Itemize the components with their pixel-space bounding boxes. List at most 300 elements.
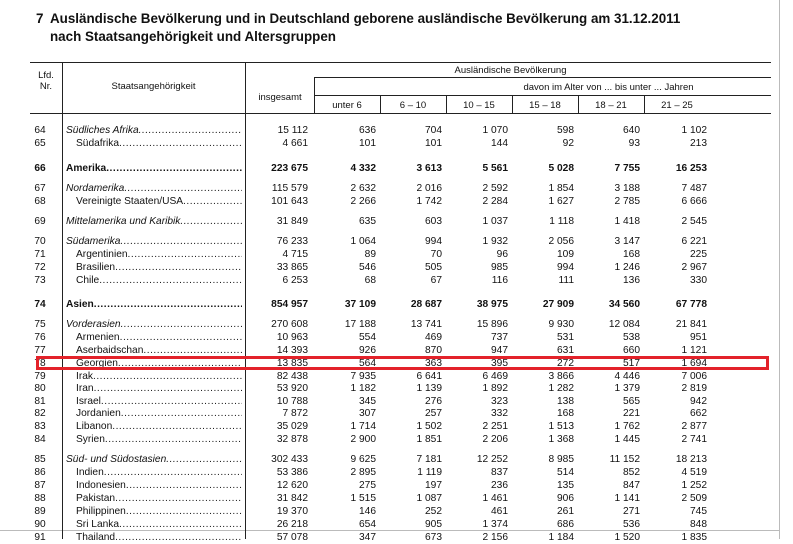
row-value: 116 bbox=[491, 275, 508, 286]
row-value: 1 892 bbox=[482, 383, 508, 394]
row-value: 275 bbox=[359, 480, 376, 491]
row-value: 5 561 bbox=[482, 163, 508, 174]
table-row bbox=[0, 196, 779, 208]
header-age-3: 15 – 18 bbox=[529, 100, 561, 111]
row-value: 2 251 bbox=[482, 421, 508, 432]
row-value: 15 112 bbox=[277, 125, 308, 136]
row-value: 236 bbox=[491, 480, 508, 491]
row-number: 75 bbox=[34, 319, 46, 330]
row-value: 2 895 bbox=[350, 467, 376, 478]
row-value: 33 865 bbox=[276, 262, 308, 273]
row-number: 88 bbox=[34, 493, 46, 504]
row-value: 330 bbox=[690, 275, 707, 286]
header-age-1: 6 – 10 bbox=[399, 100, 427, 111]
table-row bbox=[0, 396, 779, 408]
row-label: Irak ..... bbox=[76, 371, 242, 383]
row-value: 847 bbox=[623, 480, 640, 491]
row-value: 598 bbox=[557, 125, 574, 136]
row-value: 272 bbox=[557, 358, 574, 369]
row-value: 2 509 bbox=[681, 493, 707, 504]
row-value: 461 bbox=[491, 506, 508, 517]
row-label: Indien ..... bbox=[76, 467, 242, 479]
row-value: 31 849 bbox=[276, 216, 308, 227]
row-value: 67 bbox=[430, 275, 442, 286]
header-age-4: 18 – 21 bbox=[595, 100, 627, 111]
row-value: 34 560 bbox=[608, 299, 640, 310]
row-value: 6 469 bbox=[482, 371, 508, 382]
row-value: 514 bbox=[557, 467, 574, 478]
row-value: 12 084 bbox=[608, 319, 640, 330]
row-value: 4 446 bbox=[614, 371, 640, 382]
table-row bbox=[0, 249, 779, 261]
title-line-2: nach Staatsangehörigkeit und Altersgruppen bbox=[50, 29, 336, 44]
row-value: 10 963 bbox=[276, 332, 308, 343]
row-value: 13 835 bbox=[276, 358, 308, 369]
row-label: Chile ..... bbox=[76, 275, 242, 287]
header-age-0: unter 6 bbox=[332, 100, 362, 111]
row-value: 6 641 bbox=[416, 371, 442, 382]
row-value: 37 109 bbox=[344, 299, 376, 310]
row-value: 7 872 bbox=[282, 408, 308, 419]
row-value: 2 016 bbox=[416, 183, 442, 194]
row-value: 345 bbox=[359, 396, 376, 407]
row-value: 2 266 bbox=[350, 196, 376, 207]
row-label: Brasilien ..... bbox=[76, 262, 242, 274]
row-value: 1 627 bbox=[548, 196, 574, 207]
row-value: 662 bbox=[690, 408, 707, 419]
row-value: 2 785 bbox=[614, 196, 640, 207]
row-value: 4 519 bbox=[681, 467, 707, 478]
row-value: 636 bbox=[359, 125, 376, 136]
row-value: 517 bbox=[623, 358, 640, 369]
row-number: 78 bbox=[34, 358, 46, 369]
row-value: 136 bbox=[623, 275, 640, 286]
row-value: 144 bbox=[491, 138, 508, 149]
row-number: 77 bbox=[34, 345, 46, 356]
row-value: 252 bbox=[425, 506, 442, 517]
row-number: 68 bbox=[34, 196, 46, 207]
header-lfd bbox=[30, 70, 62, 92]
row-value: 2 056 bbox=[548, 236, 574, 247]
row-value: 1 379 bbox=[614, 383, 640, 394]
row-value: 631 bbox=[557, 345, 574, 356]
table-row bbox=[0, 467, 779, 479]
row-value: 115 579 bbox=[271, 183, 308, 194]
row-value: 6 221 bbox=[681, 236, 707, 247]
row-value: 2 545 bbox=[681, 216, 707, 227]
row-value: 837 bbox=[491, 467, 508, 478]
row-number: 72 bbox=[34, 262, 46, 273]
row-number: 71 bbox=[34, 249, 46, 260]
row-label: Amerika ..... bbox=[66, 163, 242, 175]
row-value: 82 438 bbox=[276, 371, 308, 382]
row-value: 6 253 bbox=[282, 275, 308, 286]
row-value: 89 bbox=[364, 249, 376, 260]
row-value: 168 bbox=[623, 249, 640, 260]
row-value: 93 bbox=[628, 138, 640, 149]
row-value: 7 935 bbox=[350, 371, 376, 382]
row-value: 76 233 bbox=[276, 236, 308, 247]
row-label: Sri Lanka ..... bbox=[76, 519, 242, 531]
row-value: 947 bbox=[491, 345, 508, 356]
row-number: 70 bbox=[34, 236, 46, 247]
row-value: 101 bbox=[425, 138, 442, 149]
row-value: 111 bbox=[558, 275, 574, 286]
row-value: 35 029 bbox=[276, 421, 308, 432]
row-value: 1 502 bbox=[416, 421, 442, 432]
row-value: 854 957 bbox=[271, 299, 308, 310]
row-value: 14 393 bbox=[276, 345, 308, 356]
row-value: 852 bbox=[623, 467, 640, 478]
row-label: Nordamerika ..... bbox=[66, 183, 242, 195]
row-label: Süd- und Südostasien ..... bbox=[66, 454, 242, 466]
row-number: 83 bbox=[34, 421, 46, 432]
row-value: 307 bbox=[359, 408, 376, 419]
row-value: 96 bbox=[496, 249, 508, 260]
row-value: 1 246 bbox=[614, 262, 640, 273]
row-number: 67 bbox=[34, 183, 46, 194]
row-value: 1 037 bbox=[482, 216, 508, 227]
row-value: 1 513 bbox=[548, 421, 574, 432]
row-number: 82 bbox=[34, 408, 46, 419]
row-value: 603 bbox=[425, 216, 442, 227]
table-row bbox=[0, 519, 779, 531]
row-label: Iran ..... bbox=[76, 383, 242, 395]
table-row bbox=[0, 493, 779, 505]
header-top-rule bbox=[30, 62, 771, 63]
row-value: 546 bbox=[359, 262, 376, 273]
row-value: 1 694 bbox=[681, 358, 707, 369]
row-value: 8 985 bbox=[548, 454, 574, 465]
row-label: Südamerika ..... bbox=[66, 236, 242, 248]
row-label: Jordanien ..... bbox=[76, 408, 242, 420]
row-value: 225 bbox=[690, 249, 707, 260]
row-value: 926 bbox=[359, 345, 376, 356]
row-highlight-box bbox=[36, 356, 769, 370]
row-number: 69 bbox=[34, 216, 46, 227]
row-value: 17 188 bbox=[344, 319, 376, 330]
table-row bbox=[0, 262, 779, 274]
row-value: 31 842 bbox=[276, 493, 308, 504]
row-number: 66 bbox=[34, 163, 46, 174]
row-value: 704 bbox=[425, 125, 442, 136]
row-value: 395 bbox=[491, 358, 508, 369]
header-sub-rule bbox=[314, 77, 771, 78]
table-row bbox=[0, 299, 779, 311]
row-value: 1 520 bbox=[614, 532, 640, 543]
row-value: 2 877 bbox=[681, 421, 707, 432]
row-value: 257 bbox=[425, 408, 442, 419]
row-value: 1 184 bbox=[548, 532, 574, 543]
row-value: 9 930 bbox=[548, 319, 574, 330]
header-lfd-line-2: Nr. bbox=[39, 81, 53, 92]
row-value: 4 715 bbox=[282, 249, 308, 260]
table-title bbox=[36, 10, 680, 46]
row-value: 660 bbox=[623, 345, 640, 356]
row-number: 89 bbox=[34, 506, 46, 517]
row-label: Philippinen ..... bbox=[76, 506, 242, 518]
row-number: 73 bbox=[34, 275, 46, 286]
table-row bbox=[0, 138, 779, 150]
row-value: 3 188 bbox=[614, 183, 640, 194]
table-number: 7 bbox=[36, 11, 44, 26]
table-row bbox=[0, 332, 779, 344]
row-value: 11 152 bbox=[609, 454, 640, 465]
table-row bbox=[0, 506, 779, 518]
row-value: 138 bbox=[557, 396, 574, 407]
row-value: 1 252 bbox=[681, 480, 707, 491]
row-value: 28 687 bbox=[410, 299, 442, 310]
row-value: 1 070 bbox=[482, 125, 508, 136]
row-value: 323 bbox=[491, 396, 508, 407]
row-number: 86 bbox=[34, 467, 46, 478]
row-label: Aserbaidschan ..... bbox=[76, 345, 242, 357]
row-value: 67 778 bbox=[675, 299, 707, 310]
row-label: Vereinigte Staaten/USA ..... bbox=[76, 196, 242, 208]
row-number: 79 bbox=[34, 371, 46, 382]
row-value: 2 284 bbox=[482, 196, 508, 207]
row-value: 951 bbox=[690, 332, 707, 343]
row-value: 213 bbox=[690, 138, 707, 149]
row-value: 942 bbox=[690, 396, 707, 407]
row-value: 2 819 bbox=[681, 383, 707, 394]
row-number: 84 bbox=[34, 434, 46, 445]
table-row bbox=[0, 183, 779, 195]
row-value: 2 900 bbox=[350, 434, 376, 445]
row-value: 53 920 bbox=[276, 383, 308, 394]
row-value: 7 181 bbox=[416, 454, 442, 465]
row-value: 38 975 bbox=[476, 299, 508, 310]
row-value: 4 661 bbox=[282, 138, 308, 149]
row-value: 32 878 bbox=[276, 434, 308, 445]
row-number: 64 bbox=[34, 125, 46, 136]
title-line-1: Ausländische Bevölkerung und in Deutschland geborene ausländische Bevölkerung am 31.12.2011 bbox=[50, 11, 681, 26]
header-staatsangehoerigkeit: Staatsangehörigkeit bbox=[111, 81, 196, 92]
row-value: 469 bbox=[425, 332, 442, 343]
table-row bbox=[0, 163, 779, 175]
row-value: 848 bbox=[690, 519, 707, 530]
header-auslaendische-bevoelkerung: Ausländische Bevölkerung bbox=[454, 65, 567, 76]
table-row bbox=[0, 434, 779, 446]
row-value: 1 282 bbox=[548, 383, 574, 394]
row-value: 332 bbox=[491, 408, 508, 419]
row-value: 505 bbox=[425, 262, 442, 273]
row-value: 7 006 bbox=[681, 371, 707, 382]
table-row bbox=[0, 236, 779, 248]
row-value: 640 bbox=[623, 125, 640, 136]
header-age-5: 21 – 25 bbox=[661, 100, 693, 111]
row-value: 1 119 bbox=[417, 467, 442, 478]
row-value: 1 762 bbox=[614, 421, 640, 432]
header-bottom-rule bbox=[30, 113, 771, 114]
row-value: 3 866 bbox=[548, 371, 574, 382]
table-row bbox=[0, 216, 779, 228]
row-label: Syrien ..... bbox=[76, 434, 242, 446]
age-header-rule bbox=[314, 95, 771, 96]
row-number: 85 bbox=[34, 454, 46, 465]
row-number: 74 bbox=[34, 299, 46, 310]
row-value: 994 bbox=[557, 262, 574, 273]
row-value: 109 bbox=[557, 249, 574, 260]
row-value: 221 bbox=[623, 408, 640, 419]
row-value: 1 102 bbox=[681, 125, 707, 136]
row-value: 16 253 bbox=[675, 163, 707, 174]
table-row bbox=[0, 125, 779, 137]
row-label: Vorderasien ..... bbox=[66, 319, 242, 331]
row-label: Armenien ..... bbox=[76, 332, 242, 344]
row-number: 81 bbox=[34, 396, 46, 407]
row-label: Mittelamerika und Karibik ..... bbox=[66, 216, 242, 228]
frame-right-edge bbox=[779, 0, 780, 539]
row-value: 223 675 bbox=[271, 163, 308, 174]
row-value: 1 854 bbox=[548, 183, 574, 194]
row-value: 1 932 bbox=[482, 236, 508, 247]
row-number: 91 bbox=[34, 532, 46, 543]
row-value: 347 bbox=[359, 532, 376, 543]
row-value: 635 bbox=[359, 216, 376, 227]
row-value: 1 118 bbox=[549, 216, 574, 227]
row-value: 5 028 bbox=[548, 163, 574, 174]
row-value: 363 bbox=[425, 358, 442, 369]
row-label: Argentinien ..... bbox=[76, 249, 242, 261]
row-value: 673 bbox=[425, 532, 442, 543]
table-row bbox=[0, 371, 779, 383]
header-insgesamt: insgesamt bbox=[258, 92, 302, 103]
row-value: 536 bbox=[623, 519, 640, 530]
row-value: 554 bbox=[359, 332, 376, 343]
row-value: 68 bbox=[364, 275, 376, 286]
row-value: 1 087 bbox=[416, 493, 442, 504]
row-value: 985 bbox=[491, 262, 508, 273]
row-value: 261 bbox=[557, 506, 574, 517]
row-value: 276 bbox=[425, 396, 442, 407]
row-value: 870 bbox=[425, 345, 442, 356]
table-row bbox=[0, 383, 779, 395]
row-value: 197 bbox=[425, 480, 442, 491]
row-value: 302 433 bbox=[271, 454, 308, 465]
row-value: 906 bbox=[557, 493, 574, 504]
row-value: 1 742 bbox=[416, 196, 442, 207]
row-number: 87 bbox=[34, 480, 46, 491]
row-value: 1 368 bbox=[548, 434, 574, 445]
row-value: 6 666 bbox=[681, 196, 707, 207]
row-label: Asien ..... bbox=[66, 299, 242, 311]
table-row bbox=[0, 532, 779, 544]
header-age-2: 10 – 15 bbox=[463, 100, 495, 111]
row-value: 1 374 bbox=[482, 519, 508, 530]
table-row bbox=[0, 421, 779, 433]
row-number: 65 bbox=[34, 138, 46, 149]
row-value: 1 121 bbox=[681, 345, 707, 356]
table-row bbox=[0, 275, 779, 287]
row-value: 18 213 bbox=[675, 454, 707, 465]
header-lfd-line-1: Lfd. bbox=[38, 70, 54, 81]
row-value: 53 386 bbox=[276, 467, 308, 478]
row-value: 7 755 bbox=[614, 163, 640, 174]
table-row bbox=[0, 454, 779, 466]
row-value: 3 613 bbox=[416, 163, 442, 174]
row-value: 1 064 bbox=[350, 236, 376, 247]
row-value: 19 370 bbox=[276, 506, 308, 517]
table-row bbox=[0, 408, 779, 420]
row-label: Südafrika ..... bbox=[76, 138, 242, 150]
row-value: 2 592 bbox=[482, 183, 508, 194]
row-value: 1 445 bbox=[614, 434, 640, 445]
row-label: Pakistan ..... bbox=[76, 493, 242, 505]
row-value: 12 620 bbox=[276, 480, 308, 491]
row-value: 26 218 bbox=[276, 519, 308, 530]
row-value: 994 bbox=[425, 236, 442, 247]
row-value: 21 841 bbox=[675, 319, 707, 330]
row-number: 80 bbox=[34, 383, 46, 394]
row-label: Indonesien ..... bbox=[76, 480, 242, 492]
row-value: 538 bbox=[623, 332, 640, 343]
row-value: 101 643 bbox=[271, 196, 308, 207]
row-value: 15 896 bbox=[476, 319, 508, 330]
row-value: 3 147 bbox=[614, 236, 640, 247]
row-value: 745 bbox=[690, 506, 707, 517]
row-number: 90 bbox=[34, 519, 46, 530]
row-value: 270 608 bbox=[271, 319, 308, 330]
row-label: Israel ..... bbox=[76, 396, 242, 408]
row-value: 2 967 bbox=[681, 262, 707, 273]
row-label: Georgien ..... bbox=[76, 358, 242, 370]
table-row bbox=[0, 319, 779, 331]
row-value: 905 bbox=[425, 519, 442, 530]
row-value: 1 851 bbox=[416, 434, 442, 445]
row-value: 13 741 bbox=[410, 319, 442, 330]
row-label: Thailand ..... bbox=[76, 532, 242, 544]
row-value: 1 835 bbox=[681, 532, 707, 543]
row-value: 2 632 bbox=[350, 183, 376, 194]
table-row bbox=[0, 480, 779, 492]
row-value: 564 bbox=[359, 358, 376, 369]
row-value: 565 bbox=[623, 396, 640, 407]
row-value: 2 741 bbox=[681, 434, 707, 445]
row-value: 686 bbox=[557, 519, 574, 530]
row-value: 70 bbox=[430, 249, 442, 260]
row-value: 654 bbox=[359, 519, 376, 530]
row-value: 101 bbox=[359, 138, 376, 149]
row-value: 10 788 bbox=[276, 396, 308, 407]
row-value: 7 487 bbox=[681, 183, 707, 194]
row-value: 135 bbox=[557, 480, 574, 491]
row-value: 146 bbox=[359, 506, 376, 517]
row-value: 1 182 bbox=[350, 383, 376, 394]
row-value: 27 909 bbox=[542, 299, 574, 310]
row-value: 1 515 bbox=[350, 493, 376, 504]
row-value: 57 078 bbox=[276, 532, 308, 543]
row-value: 168 bbox=[557, 408, 574, 419]
row-value: 92 bbox=[562, 138, 574, 149]
row-number: 76 bbox=[34, 332, 46, 343]
row-value: 1 461 bbox=[482, 493, 508, 504]
row-value: 737 bbox=[491, 332, 508, 343]
row-value: 2 206 bbox=[482, 434, 508, 445]
row-label: Südliches Afrika ..... bbox=[66, 125, 242, 137]
header-davon: davon im Alter von ... bis unter ... Jahren bbox=[523, 82, 694, 93]
row-value: 1 141 bbox=[614, 493, 640, 504]
row-value: 2 156 bbox=[482, 532, 508, 543]
row-value: 271 bbox=[623, 506, 640, 517]
row-value: 4 332 bbox=[350, 163, 376, 174]
row-value: 12 252 bbox=[476, 454, 508, 465]
row-value: 9 625 bbox=[350, 454, 376, 465]
row-value: 1 714 bbox=[350, 421, 376, 432]
row-value: 1 418 bbox=[614, 216, 640, 227]
row-value: 531 bbox=[557, 332, 574, 343]
row-label: Libanon ..... bbox=[76, 421, 242, 433]
